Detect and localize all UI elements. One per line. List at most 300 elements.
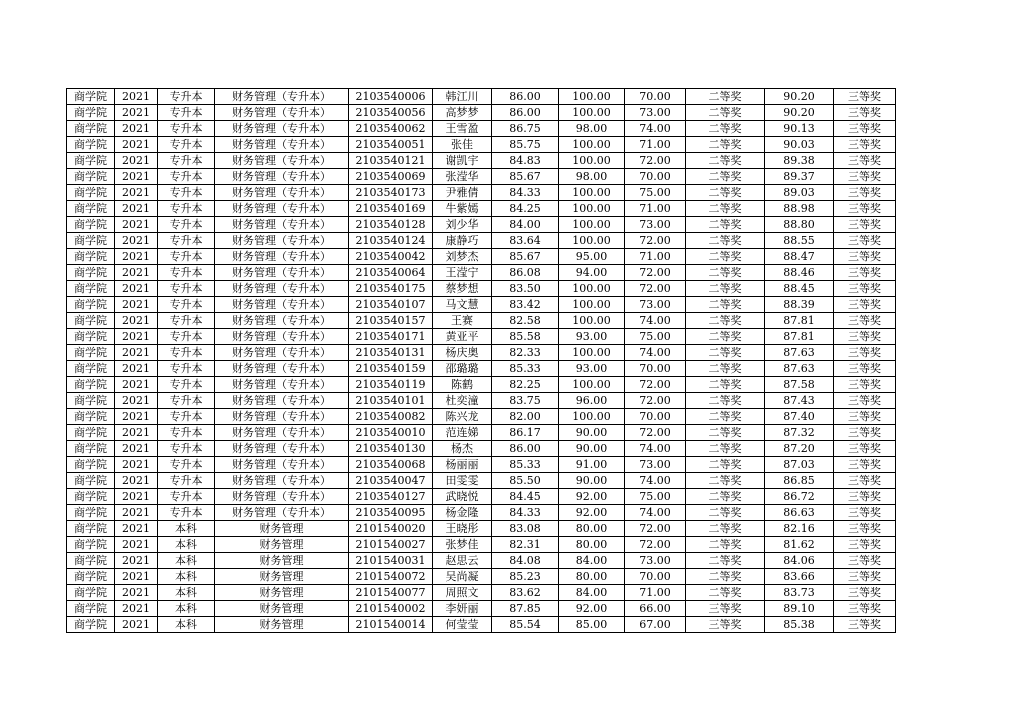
cell-major: 财务管理 bbox=[215, 585, 349, 601]
cell-level: 专升本 bbox=[158, 505, 215, 521]
cell-name: 杜奕潼 bbox=[433, 393, 492, 409]
cell-year: 2021 bbox=[115, 585, 158, 601]
cell-award-final: 三等奖 bbox=[834, 345, 896, 361]
cell-total: 88.47 bbox=[765, 249, 834, 265]
cell-major: 财务管理（专升本） bbox=[215, 281, 349, 297]
cell-name: 张滢华 bbox=[433, 169, 492, 185]
cell-total: 89.03 bbox=[765, 185, 834, 201]
table-row bbox=[67, 345, 896, 361]
cell-student-id: 2103540010 bbox=[349, 425, 433, 441]
cell-name: 武晓悦 bbox=[433, 489, 492, 505]
cell-level: 专升本 bbox=[158, 89, 215, 105]
cell-major: 财务管理（专升本） bbox=[215, 201, 349, 217]
cell-major: 财务管理（专升本） bbox=[215, 249, 349, 265]
cell-score-1: 83.62 bbox=[492, 585, 559, 601]
cell-award-1: 二等奖 bbox=[686, 297, 765, 313]
cell-total: 87.63 bbox=[765, 361, 834, 377]
cell-award-final: 三等奖 bbox=[834, 153, 896, 169]
table-row bbox=[67, 297, 896, 313]
cell-award-final: 三等奖 bbox=[834, 249, 896, 265]
cell-name: 何莹莹 bbox=[433, 617, 492, 633]
cell-award-1: 二等奖 bbox=[686, 121, 765, 137]
cell-student-id: 2103540062 bbox=[349, 121, 433, 137]
cell-total: 83.66 bbox=[765, 569, 834, 585]
cell-score-2: 93.00 bbox=[559, 361, 625, 377]
cell-year: 2021 bbox=[115, 249, 158, 265]
cell-level: 专升本 bbox=[158, 265, 215, 281]
cell-score-3: 72.00 bbox=[625, 425, 686, 441]
cell-level: 专升本 bbox=[158, 185, 215, 201]
cell-score-3: 74.00 bbox=[625, 345, 686, 361]
cell-level: 专升本 bbox=[158, 345, 215, 361]
cell-college: 商学院 bbox=[67, 521, 115, 537]
table-row bbox=[67, 457, 896, 473]
cell-student-id: 2103540127 bbox=[349, 489, 433, 505]
cell-student-id: 2103540095 bbox=[349, 505, 433, 521]
cell-total: 90.03 bbox=[765, 137, 834, 153]
cell-year: 2021 bbox=[115, 201, 158, 217]
cell-score-1: 85.33 bbox=[492, 361, 559, 377]
cell-year: 2021 bbox=[115, 409, 158, 425]
cell-level: 专升本 bbox=[158, 281, 215, 297]
cell-year: 2021 bbox=[115, 313, 158, 329]
cell-award-final: 三等奖 bbox=[834, 569, 896, 585]
cell-college: 商学院 bbox=[67, 505, 115, 521]
cell-score-2: 100.00 bbox=[559, 313, 625, 329]
cell-award-final: 三等奖 bbox=[834, 521, 896, 537]
cell-student-id: 2103540124 bbox=[349, 233, 433, 249]
cell-score-1: 85.75 bbox=[492, 137, 559, 153]
cell-award-1: 三等奖 bbox=[686, 601, 765, 617]
cell-level: 专升本 bbox=[158, 473, 215, 489]
cell-score-3: 73.00 bbox=[625, 457, 686, 473]
cell-year: 2021 bbox=[115, 425, 158, 441]
cell-award-1: 二等奖 bbox=[686, 489, 765, 505]
cell-major: 财务管理（专升本） bbox=[215, 233, 349, 249]
cell-award-1: 二等奖 bbox=[686, 281, 765, 297]
cell-score-2: 100.00 bbox=[559, 185, 625, 201]
cell-award-1: 二等奖 bbox=[686, 457, 765, 473]
cell-student-id: 2101540020 bbox=[349, 521, 433, 537]
cell-year: 2021 bbox=[115, 361, 158, 377]
cell-score-1: 82.31 bbox=[492, 537, 559, 553]
cell-total: 88.45 bbox=[765, 281, 834, 297]
cell-student-id: 2101540027 bbox=[349, 537, 433, 553]
cell-score-1: 86.75 bbox=[492, 121, 559, 137]
cell-level: 专升本 bbox=[158, 393, 215, 409]
cell-name: 范连娣 bbox=[433, 425, 492, 441]
cell-score-3: 75.00 bbox=[625, 185, 686, 201]
cell-name: 蔡梦想 bbox=[433, 281, 492, 297]
cell-score-1: 83.75 bbox=[492, 393, 559, 409]
cell-college: 商学院 bbox=[67, 121, 115, 137]
cell-name: 吴尚凝 bbox=[433, 569, 492, 585]
cell-student-id: 2103540107 bbox=[349, 297, 433, 313]
cell-total: 88.39 bbox=[765, 297, 834, 313]
cell-total: 90.13 bbox=[765, 121, 834, 137]
cell-award-1: 二等奖 bbox=[686, 361, 765, 377]
cell-year: 2021 bbox=[115, 393, 158, 409]
table-row bbox=[67, 569, 896, 585]
table-row bbox=[67, 585, 896, 601]
cell-award-1: 二等奖 bbox=[686, 345, 765, 361]
cell-major: 财务管理（专升本） bbox=[215, 345, 349, 361]
cell-award-1: 二等奖 bbox=[686, 537, 765, 553]
cell-name: 周照文 bbox=[433, 585, 492, 601]
cell-level: 专升本 bbox=[158, 169, 215, 185]
table-row bbox=[67, 473, 896, 489]
cell-score-2: 85.00 bbox=[559, 617, 625, 633]
table-row bbox=[67, 153, 896, 169]
cell-score-1: 85.58 bbox=[492, 329, 559, 345]
cell-major: 财务管理（专升本） bbox=[215, 217, 349, 233]
cell-student-id: 2103540169 bbox=[349, 201, 433, 217]
cell-award-1: 二等奖 bbox=[686, 425, 765, 441]
cell-score-1: 86.08 bbox=[492, 265, 559, 281]
cell-college: 商学院 bbox=[67, 281, 115, 297]
cell-award-1: 二等奖 bbox=[686, 169, 765, 185]
cell-name: 王晓彤 bbox=[433, 521, 492, 537]
cell-college: 商学院 bbox=[67, 585, 115, 601]
cell-total: 87.20 bbox=[765, 441, 834, 457]
cell-major: 财务管理 bbox=[215, 601, 349, 617]
cell-level: 专升本 bbox=[158, 105, 215, 121]
cell-score-3: 70.00 bbox=[625, 169, 686, 185]
cell-score-3: 73.00 bbox=[625, 217, 686, 233]
cell-score-2: 92.00 bbox=[559, 489, 625, 505]
cell-total: 83.73 bbox=[765, 585, 834, 601]
cell-name: 高梦梦 bbox=[433, 105, 492, 121]
cell-name: 杨丽丽 bbox=[433, 457, 492, 473]
cell-total: 86.85 bbox=[765, 473, 834, 489]
table-row bbox=[67, 361, 896, 377]
cell-award-1: 二等奖 bbox=[686, 217, 765, 233]
cell-award-1: 二等奖 bbox=[686, 393, 765, 409]
cell-award-final: 三等奖 bbox=[834, 457, 896, 473]
cell-student-id: 2103540175 bbox=[349, 281, 433, 297]
cell-level: 专升本 bbox=[158, 441, 215, 457]
cell-major: 财务管理（专升本） bbox=[215, 457, 349, 473]
cell-year: 2021 bbox=[115, 521, 158, 537]
cell-major: 财务管理 bbox=[215, 521, 349, 537]
cell-major: 财务管理（专升本） bbox=[215, 105, 349, 121]
cell-award-1: 二等奖 bbox=[686, 89, 765, 105]
cell-score-2: 100.00 bbox=[559, 153, 625, 169]
cell-score-1: 84.33 bbox=[492, 185, 559, 201]
cell-score-1: 85.23 bbox=[492, 569, 559, 585]
cell-award-final: 三等奖 bbox=[834, 89, 896, 105]
cell-year: 2021 bbox=[115, 345, 158, 361]
cell-total: 89.38 bbox=[765, 153, 834, 169]
cell-score-3: 71.00 bbox=[625, 137, 686, 153]
cell-student-id: 2101540072 bbox=[349, 569, 433, 585]
cell-student-id: 2103540069 bbox=[349, 169, 433, 185]
cell-score-2: 90.00 bbox=[559, 425, 625, 441]
cell-college: 商学院 bbox=[67, 409, 115, 425]
cell-student-id: 2103540121 bbox=[349, 153, 433, 169]
cell-score-2: 96.00 bbox=[559, 393, 625, 409]
cell-college: 商学院 bbox=[67, 153, 115, 169]
cell-total: 87.03 bbox=[765, 457, 834, 473]
cell-college: 商学院 bbox=[67, 329, 115, 345]
cell-score-1: 85.67 bbox=[492, 249, 559, 265]
cell-name: 韩江川 bbox=[433, 89, 492, 105]
cell-name: 刘梦杰 bbox=[433, 249, 492, 265]
table-row bbox=[67, 521, 896, 537]
cell-year: 2021 bbox=[115, 153, 158, 169]
cell-award-final: 三等奖 bbox=[834, 217, 896, 233]
cell-level: 本科 bbox=[158, 617, 215, 633]
cell-major: 财务管理（专升本） bbox=[215, 441, 349, 457]
cell-score-1: 85.50 bbox=[492, 473, 559, 489]
cell-major: 财务管理 bbox=[215, 617, 349, 633]
cell-student-id: 2103540159 bbox=[349, 361, 433, 377]
cell-score-2: 80.00 bbox=[559, 521, 625, 537]
cell-name: 张梦佳 bbox=[433, 537, 492, 553]
cell-score-3: 71.00 bbox=[625, 585, 686, 601]
cell-total: 86.63 bbox=[765, 505, 834, 521]
cell-major: 财务管理（专升本） bbox=[215, 313, 349, 329]
cell-name: 杨金隆 bbox=[433, 505, 492, 521]
cell-total: 88.55 bbox=[765, 233, 834, 249]
table-row bbox=[67, 377, 896, 393]
cell-award-1: 二等奖 bbox=[686, 377, 765, 393]
cell-student-id: 2103540128 bbox=[349, 217, 433, 233]
cell-student-id: 2103540042 bbox=[349, 249, 433, 265]
table-row bbox=[67, 441, 896, 457]
cell-score-1: 86.00 bbox=[492, 441, 559, 457]
cell-major: 财务管理（专升本） bbox=[215, 137, 349, 153]
cell-college: 商学院 bbox=[67, 265, 115, 281]
cell-major: 财务管理 bbox=[215, 553, 349, 569]
cell-award-1: 二等奖 bbox=[686, 313, 765, 329]
cell-total: 89.10 bbox=[765, 601, 834, 617]
cell-level: 专升本 bbox=[158, 457, 215, 473]
cell-college: 商学院 bbox=[67, 185, 115, 201]
cell-score-3: 74.00 bbox=[625, 121, 686, 137]
table-row bbox=[67, 169, 896, 185]
cell-name: 王雪盈 bbox=[433, 121, 492, 137]
cell-level: 专升本 bbox=[158, 233, 215, 249]
cell-year: 2021 bbox=[115, 569, 158, 585]
cell-score-2: 98.00 bbox=[559, 121, 625, 137]
cell-score-2: 90.00 bbox=[559, 441, 625, 457]
cell-score-2: 92.00 bbox=[559, 505, 625, 521]
cell-college: 商学院 bbox=[67, 137, 115, 153]
cell-major: 财务管理（专升本） bbox=[215, 393, 349, 409]
cell-award-1: 二等奖 bbox=[686, 473, 765, 489]
cell-score-3: 73.00 bbox=[625, 553, 686, 569]
cell-college: 商学院 bbox=[67, 105, 115, 121]
cell-year: 2021 bbox=[115, 457, 158, 473]
cell-award-1: 二等奖 bbox=[686, 521, 765, 537]
cell-major: 财务管理（专升本） bbox=[215, 153, 349, 169]
cell-student-id: 2103540047 bbox=[349, 473, 433, 489]
cell-student-id: 2103540006 bbox=[349, 89, 433, 105]
cell-award-final: 三等奖 bbox=[834, 553, 896, 569]
cell-score-3: 72.00 bbox=[625, 265, 686, 281]
cell-year: 2021 bbox=[115, 185, 158, 201]
cell-total: 86.72 bbox=[765, 489, 834, 505]
cell-student-id: 2103540101 bbox=[349, 393, 433, 409]
cell-score-1: 82.58 bbox=[492, 313, 559, 329]
cell-score-1: 84.00 bbox=[492, 217, 559, 233]
cell-score-1: 85.54 bbox=[492, 617, 559, 633]
cell-score-3: 72.00 bbox=[625, 377, 686, 393]
cell-total: 88.80 bbox=[765, 217, 834, 233]
cell-total: 81.62 bbox=[765, 537, 834, 553]
cell-score-2: 100.00 bbox=[559, 345, 625, 361]
table-row bbox=[67, 601, 896, 617]
cell-award-final: 三等奖 bbox=[834, 313, 896, 329]
cell-score-3: 75.00 bbox=[625, 329, 686, 345]
cell-score-2: 80.00 bbox=[559, 537, 625, 553]
cell-year: 2021 bbox=[115, 169, 158, 185]
table-row bbox=[67, 281, 896, 297]
cell-award-final: 三等奖 bbox=[834, 297, 896, 313]
cell-college: 商学院 bbox=[67, 313, 115, 329]
cell-level: 专升本 bbox=[158, 121, 215, 137]
cell-major: 财务管理（专升本） bbox=[215, 489, 349, 505]
cell-level: 专升本 bbox=[158, 489, 215, 505]
cell-college: 商学院 bbox=[67, 233, 115, 249]
cell-level: 本科 bbox=[158, 521, 215, 537]
cell-total: 88.46 bbox=[765, 265, 834, 281]
cell-score-2: 94.00 bbox=[559, 265, 625, 281]
table-row bbox=[67, 265, 896, 281]
cell-total: 87.63 bbox=[765, 345, 834, 361]
cell-award-final: 三等奖 bbox=[834, 377, 896, 393]
cell-award-final: 三等奖 bbox=[834, 329, 896, 345]
cell-year: 2021 bbox=[115, 265, 158, 281]
cell-award-1: 二等奖 bbox=[686, 553, 765, 569]
table-row bbox=[67, 617, 896, 633]
cell-student-id: 2101540002 bbox=[349, 601, 433, 617]
cell-college: 商学院 bbox=[67, 425, 115, 441]
cell-year: 2021 bbox=[115, 537, 158, 553]
cell-major: 财务管理（专升本） bbox=[215, 329, 349, 345]
cell-level: 专升本 bbox=[158, 409, 215, 425]
cell-name: 王滢宁 bbox=[433, 265, 492, 281]
cell-level: 本科 bbox=[158, 553, 215, 569]
cell-award-final: 三等奖 bbox=[834, 473, 896, 489]
cell-level: 专升本 bbox=[158, 425, 215, 441]
cell-award-final: 三等奖 bbox=[834, 425, 896, 441]
cell-name: 尹雅倩 bbox=[433, 185, 492, 201]
cell-score-3: 71.00 bbox=[625, 201, 686, 217]
cell-award-final: 三等奖 bbox=[834, 105, 896, 121]
table-row bbox=[67, 329, 896, 345]
cell-college: 商学院 bbox=[67, 297, 115, 313]
cell-year: 2021 bbox=[115, 89, 158, 105]
cell-major: 财务管理（专升本） bbox=[215, 297, 349, 313]
scholarship-table bbox=[66, 88, 896, 633]
cell-award-1: 二等奖 bbox=[686, 441, 765, 457]
cell-score-3: 72.00 bbox=[625, 153, 686, 169]
cell-award-1: 二等奖 bbox=[686, 233, 765, 249]
cell-score-1: 84.08 bbox=[492, 553, 559, 569]
cell-name: 赵思云 bbox=[433, 553, 492, 569]
cell-award-1: 二等奖 bbox=[686, 153, 765, 169]
cell-student-id: 2103540171 bbox=[349, 329, 433, 345]
cell-score-2: 91.00 bbox=[559, 457, 625, 473]
cell-student-id: 2101540077 bbox=[349, 585, 433, 601]
cell-score-1: 86.17 bbox=[492, 425, 559, 441]
cell-score-1: 83.50 bbox=[492, 281, 559, 297]
table-row bbox=[67, 409, 896, 425]
cell-award-1: 三等奖 bbox=[686, 617, 765, 633]
cell-score-3: 73.00 bbox=[625, 105, 686, 121]
cell-total: 89.37 bbox=[765, 169, 834, 185]
cell-score-1: 82.00 bbox=[492, 409, 559, 425]
cell-score-1: 84.33 bbox=[492, 505, 559, 521]
cell-score-2: 84.00 bbox=[559, 553, 625, 569]
cell-year: 2021 bbox=[115, 473, 158, 489]
cell-level: 专升本 bbox=[158, 361, 215, 377]
cell-score-3: 74.00 bbox=[625, 473, 686, 489]
cell-student-id: 2103540082 bbox=[349, 409, 433, 425]
cell-award-final: 三等奖 bbox=[834, 393, 896, 409]
cell-year: 2021 bbox=[115, 233, 158, 249]
cell-name: 牛紫嫣 bbox=[433, 201, 492, 217]
cell-award-final: 三等奖 bbox=[834, 489, 896, 505]
cell-score-2: 80.00 bbox=[559, 569, 625, 585]
cell-award-final: 三等奖 bbox=[834, 617, 896, 633]
cell-score-3: 75.00 bbox=[625, 489, 686, 505]
cell-award-1: 二等奖 bbox=[686, 505, 765, 521]
cell-score-1: 83.42 bbox=[492, 297, 559, 313]
cell-level: 专升本 bbox=[158, 137, 215, 153]
cell-major: 财务管理（专升本） bbox=[215, 361, 349, 377]
cell-score-2: 93.00 bbox=[559, 329, 625, 345]
cell-score-2: 84.00 bbox=[559, 585, 625, 601]
cell-score-1: 85.67 bbox=[492, 169, 559, 185]
cell-major: 财务管理（专升本） bbox=[215, 473, 349, 489]
table-row bbox=[67, 537, 896, 553]
spreadsheet-page bbox=[66, 88, 896, 633]
cell-college: 商学院 bbox=[67, 617, 115, 633]
cell-level: 本科 bbox=[158, 601, 215, 617]
cell-award-final: 三等奖 bbox=[834, 233, 896, 249]
cell-year: 2021 bbox=[115, 217, 158, 233]
cell-score-1: 82.25 bbox=[492, 377, 559, 393]
table-row bbox=[67, 313, 896, 329]
table-row bbox=[67, 137, 896, 153]
cell-name: 杨杰 bbox=[433, 441, 492, 457]
cell-award-1: 二等奖 bbox=[686, 137, 765, 153]
cell-college: 商学院 bbox=[67, 377, 115, 393]
cell-name: 陈鹤 bbox=[433, 377, 492, 393]
cell-college: 商学院 bbox=[67, 361, 115, 377]
cell-score-3: 70.00 bbox=[625, 89, 686, 105]
table-row bbox=[67, 217, 896, 233]
cell-score-1: 83.08 bbox=[492, 521, 559, 537]
cell-name: 杨庆奥 bbox=[433, 345, 492, 361]
cell-score-1: 84.83 bbox=[492, 153, 559, 169]
cell-name: 康静巧 bbox=[433, 233, 492, 249]
cell-score-1: 86.00 bbox=[492, 89, 559, 105]
cell-major: 财务管理（专升本） bbox=[215, 121, 349, 137]
cell-name: 谢凯宇 bbox=[433, 153, 492, 169]
cell-year: 2021 bbox=[115, 297, 158, 313]
cell-score-2: 100.00 bbox=[559, 409, 625, 425]
cell-level: 本科 bbox=[158, 585, 215, 601]
cell-year: 2021 bbox=[115, 441, 158, 457]
cell-major: 财务管理（专升本） bbox=[215, 505, 349, 521]
cell-score-2: 100.00 bbox=[559, 137, 625, 153]
cell-award-final: 三等奖 bbox=[834, 265, 896, 281]
cell-student-id: 2103540131 bbox=[349, 345, 433, 361]
